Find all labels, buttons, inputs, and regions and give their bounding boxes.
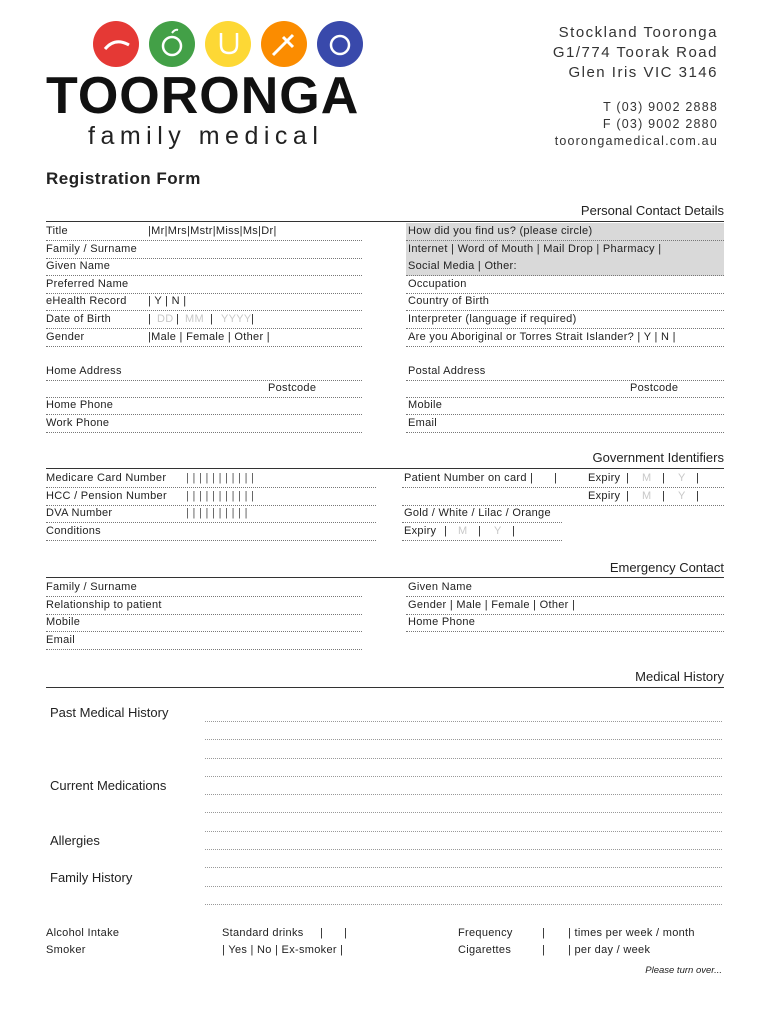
occupation-label: Occupation	[408, 278, 467, 290]
standard-drinks-label: Standard drinks	[222, 927, 304, 939]
writing-line[interactable]	[205, 831, 722, 832]
logo-icons-overlay	[93, 21, 363, 67]
family-history-label: Family History	[50, 870, 133, 885]
bar: |	[320, 927, 324, 939]
bar: |	[662, 472, 666, 484]
address-line-1: Stockland Tooronga	[558, 24, 718, 41]
fax-number: F (03) 9002 2880	[602, 117, 718, 131]
country-label: Country of Birth	[408, 295, 490, 307]
work-phone-label: Work Phone	[46, 417, 110, 429]
medicare-field[interactable]	[46, 470, 376, 488]
expiry-label: Expiry	[588, 490, 621, 502]
emergency-family-field[interactable]	[46, 579, 362, 597]
emergency-gender-field[interactable]	[406, 597, 724, 615]
social-media-label[interactable]: Social Media | Other:	[408, 260, 517, 272]
expiry-month[interactable]: M	[458, 525, 468, 537]
writing-line[interactable]	[205, 867, 722, 868]
ehealth-field[interactable]	[46, 293, 362, 311]
home-address-field[interactable]	[46, 363, 362, 381]
address-line-3: Glen Iris VIC 3146	[568, 64, 718, 81]
dob-sep: |	[210, 313, 214, 325]
country-field[interactable]	[406, 293, 724, 311]
postcode-label: Postcode	[268, 382, 317, 394]
medicare-boxes[interactable]: | | | | | | | | | | |	[186, 472, 255, 484]
given-name-label: Given Name	[46, 260, 111, 272]
dob-year[interactable]: YYYY	[221, 313, 252, 325]
emergency-home-phone-label: Home Phone	[408, 616, 476, 628]
section-heading-medical: Medical History	[635, 669, 724, 684]
current-medications-label: Current Medications	[50, 778, 167, 793]
family-name-label: Family / Surname	[46, 243, 137, 255]
bar: |	[344, 927, 348, 939]
alcohol-label: Alcohol Intake	[46, 927, 120, 939]
email-field[interactable]	[406, 415, 724, 433]
bar: |	[696, 490, 700, 502]
home-phone-label: Home Phone	[46, 399, 114, 411]
cigarettes-label: Cigarettes	[458, 944, 512, 956]
gender-options[interactable]: |Male | Female | Other |	[148, 331, 270, 343]
mobile-field[interactable]	[406, 397, 724, 415]
section-divider	[46, 221, 724, 222]
dva-card-colour[interactable]: Gold / White / Lilac / Orange	[404, 507, 551, 519]
bar: |	[478, 525, 482, 537]
hcc-field[interactable]	[46, 488, 376, 506]
emergency-email-field[interactable]	[46, 632, 362, 650]
section-heading-personal: Personal Contact Details	[580, 203, 724, 218]
title-options[interactable]: |Mr|Mrs|Mstr|Miss|Ms|Dr|	[148, 225, 277, 237]
footer-note: Please turn over...	[645, 965, 722, 976]
bar: |	[542, 927, 546, 939]
gender-field[interactable]	[46, 329, 362, 347]
bar: |	[662, 490, 666, 502]
email-label: Email	[408, 417, 438, 429]
writing-line[interactable]	[205, 904, 722, 905]
hcc-expiry-field[interactable]	[402, 488, 724, 506]
expiry-year[interactable]: Y	[678, 472, 686, 484]
phone-number: T (03) 9002 2888	[603, 100, 718, 114]
expiry-year[interactable]: Y	[678, 490, 686, 502]
patient-number-end: |	[554, 472, 558, 484]
section-divider	[46, 468, 724, 469]
bar: |	[626, 490, 630, 502]
dva-field[interactable]	[46, 505, 376, 523]
how-found-options[interactable]	[406, 241, 724, 259]
writing-line[interactable]	[205, 739, 722, 740]
interpreter-label: Interpreter (language if required)	[408, 313, 577, 325]
dob-field[interactable]	[46, 311, 362, 329]
postal-address-field[interactable]	[406, 363, 724, 381]
title-label: Title	[46, 225, 68, 237]
expiry-month[interactable]: M	[642, 490, 652, 502]
hcc-label: HCC / Pension Number	[46, 490, 167, 502]
section-heading-emergency: Emergency Contact	[609, 560, 724, 575]
social-media-field[interactable]	[406, 258, 724, 276]
frequency-label: Frequency	[458, 927, 513, 939]
section-divider	[46, 577, 724, 578]
dva-label: DVA Number	[46, 507, 113, 519]
ehealth-label: eHealth Record	[46, 295, 127, 307]
brand-name: TOORONGA	[46, 67, 360, 125]
allergies-label: Allergies	[50, 833, 100, 848]
how-found-choices[interactable]: Internet | Word of Mouth | Mail Drop | Pharmacy |	[408, 243, 662, 255]
patient-number-label: Patient Number on card |	[404, 472, 534, 484]
dob-sep: |	[148, 313, 152, 325]
smoker-label: Smoker	[46, 944, 86, 956]
emergency-mobile-field[interactable]	[46, 614, 362, 632]
postcode-label: Postcode	[630, 382, 679, 394]
home-address-label: Home Address	[46, 365, 122, 377]
ehealth-options[interactable]: | Y | N |	[148, 295, 187, 307]
form-title: Registration Form	[46, 169, 201, 188]
writing-line[interactable]	[205, 776, 722, 777]
expiry-label: Expiry	[588, 472, 621, 484]
postal-address-label: Postal Address	[408, 365, 486, 377]
emergency-given-field[interactable]	[406, 579, 724, 597]
mobile-label: Mobile	[408, 399, 443, 411]
address-line-2: G1/774 Toorak Road	[552, 44, 718, 61]
writing-line[interactable]	[205, 721, 722, 722]
preferred-name-label: Preferred Name	[46, 278, 129, 290]
smoker-options[interactable]: | Yes | No | Ex-smoker |	[222, 944, 344, 956]
section-divider	[46, 687, 724, 688]
emergency-email-label: Email	[46, 634, 76, 646]
times-per-week-label[interactable]: | times per week / month	[568, 927, 695, 939]
interpreter-field[interactable]	[406, 311, 724, 329]
bar: |	[696, 472, 700, 484]
dva-boxes[interactable]: | | | | | | | | | |	[186, 507, 248, 519]
preferred-name-field[interactable]	[46, 276, 362, 294]
bar: |	[542, 944, 546, 956]
home-phone-field[interactable]	[46, 397, 362, 415]
writing-line[interactable]	[205, 886, 722, 887]
emergency-gender-label[interactable]: Gender | Male | Female | Other |	[408, 599, 576, 611]
alcohol-field[interactable]	[46, 925, 724, 942]
dob-label: Date of Birth	[46, 313, 112, 325]
dva-card-colour-field[interactable]	[402, 505, 562, 523]
emergency-home-phone-field[interactable]	[406, 614, 724, 632]
dob-sep: |	[251, 313, 255, 325]
dva-expiry-field[interactable]	[402, 523, 562, 541]
occupation-field[interactable]	[406, 276, 724, 294]
emergency-family-label: Family / Surname	[46, 581, 137, 593]
title-field[interactable]	[46, 223, 362, 241]
how-found-label: How did you find us? (please circle)	[408, 225, 593, 237]
writing-line[interactable]	[205, 794, 722, 795]
emergency-given-label: Given Name	[408, 581, 473, 593]
writing-line[interactable]	[205, 758, 722, 759]
postal-postcode-field[interactable]	[406, 380, 724, 398]
gender-label: Gender	[46, 331, 85, 343]
hcc-boxes[interactable]: | | | | | | | | | | |	[186, 490, 255, 502]
aboriginal-field[interactable]	[406, 329, 724, 347]
relationship-field[interactable]	[46, 597, 362, 615]
expiry-month[interactable]: M	[642, 472, 652, 484]
brand-tagline: family medical	[88, 122, 324, 150]
medicare-label: Medicare Card Number	[46, 472, 167, 484]
website: toorongamedical.com.au	[554, 134, 718, 148]
conditions-field[interactable]	[46, 523, 376, 541]
section-heading-government: Government Identifiers	[592, 450, 724, 465]
conditions-label: Conditions	[46, 525, 101, 537]
emergency-mobile-label: Mobile	[46, 616, 81, 628]
home-postcode-field[interactable]	[46, 380, 362, 398]
expiry-label: Expiry	[404, 525, 437, 537]
bar: |	[626, 472, 630, 484]
bar: |	[444, 525, 448, 537]
per-day-label[interactable]: | per day / week	[568, 944, 651, 956]
writing-line[interactable]	[205, 812, 722, 813]
bar: |	[512, 525, 516, 537]
patient-number-field[interactable]	[402, 470, 724, 488]
past-history-label: Past Medical History	[50, 705, 169, 720]
writing-line[interactable]	[205, 849, 722, 850]
how-found-field[interactable]	[406, 223, 724, 241]
expiry-year[interactable]: Y	[494, 525, 502, 537]
dob-sep: |	[176, 313, 180, 325]
aboriginal-label[interactable]: Are you Aboriginal or Torres Strait Islander? | Y | N |	[408, 331, 676, 343]
dob-day[interactable]: DD	[157, 313, 174, 325]
family-name-field[interactable]	[46, 241, 362, 259]
given-name-field[interactable]	[46, 258, 362, 276]
work-phone-field[interactable]	[46, 415, 362, 433]
dob-month[interactable]: MM	[185, 313, 204, 325]
smoker-field[interactable]	[46, 942, 724, 959]
relationship-label: Relationship to patient	[46, 599, 162, 611]
